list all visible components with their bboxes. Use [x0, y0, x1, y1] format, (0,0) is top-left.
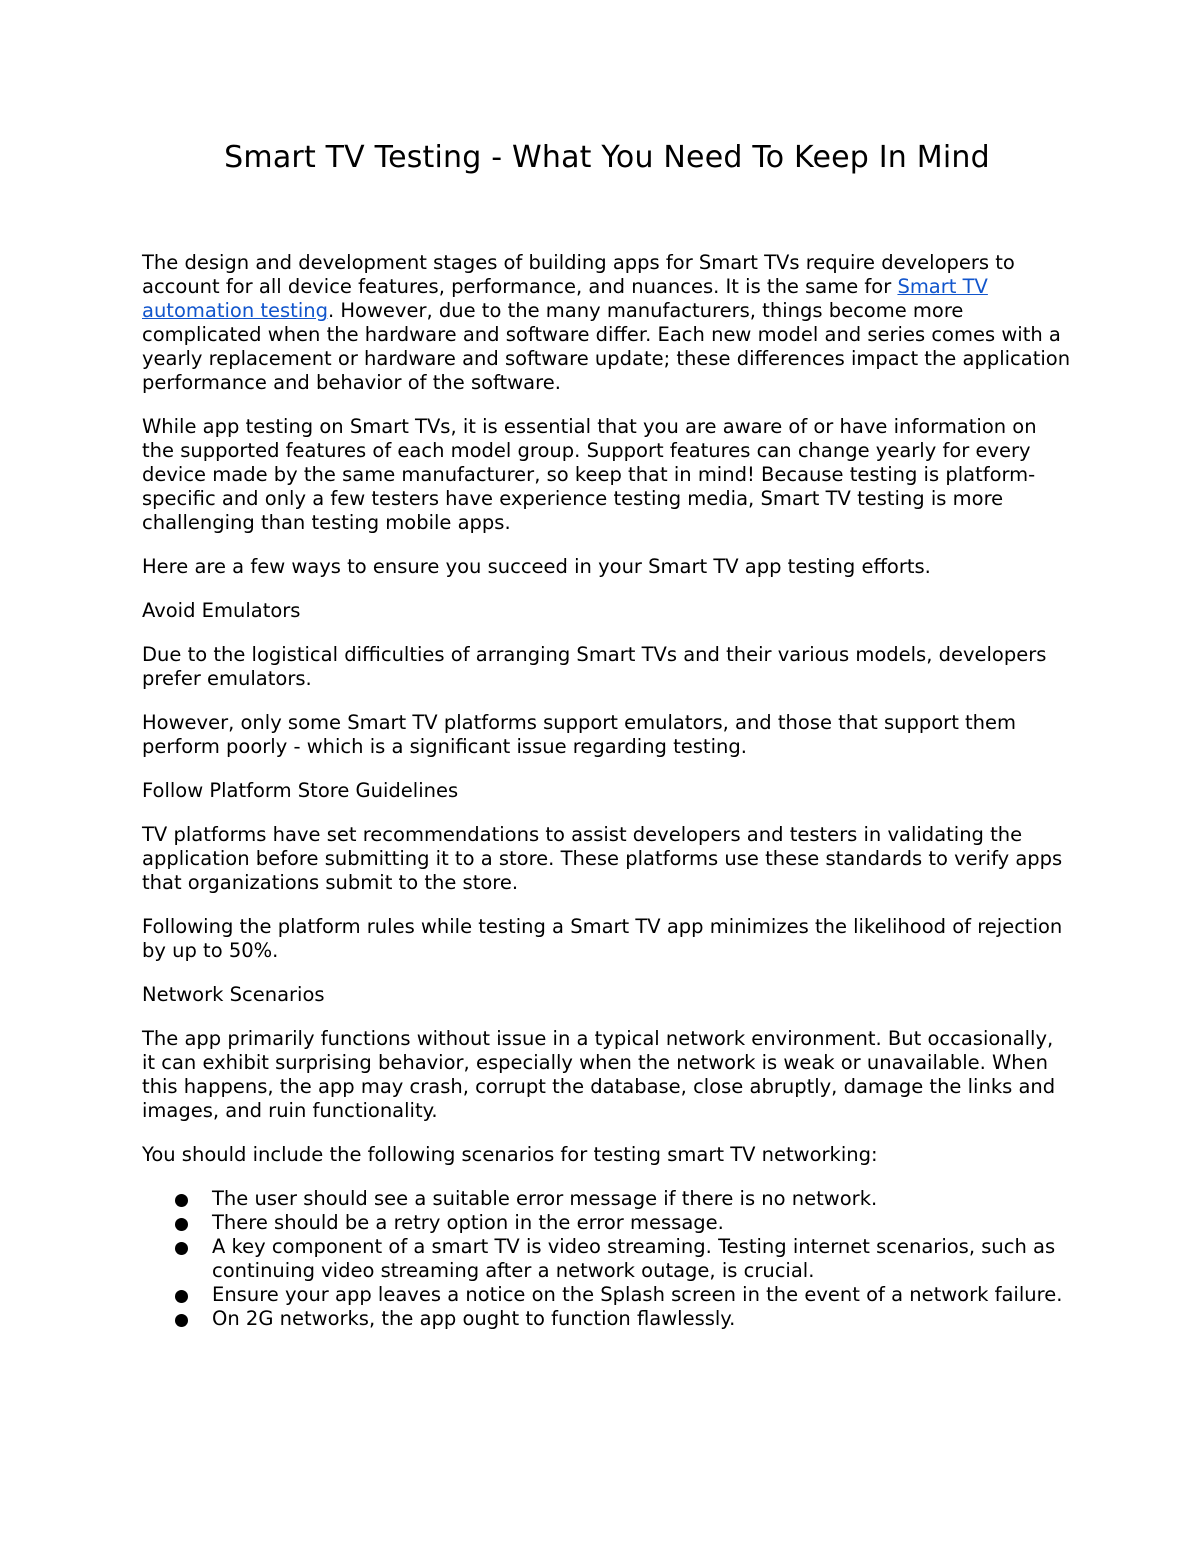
- smart-tv-automation-testing-link[interactable]: Smart TV automation testing: [142, 275, 988, 322]
- paragraph-app-testing: While app testing on Smart TVs, it is essential that you are aware of or have information on the supported features of each model group. Support features can change yearly for every device made by the same manufacturer, so keep that in mind! Because testing is platform-specific and only a few testers have experience testing media, Smart TV testing is more challenging than testing mobile apps.: [142, 415, 1037, 534]
- list-item-text: On 2G networks, the app ought to function flawlessly.: [212, 1307, 736, 1330]
- list-item-text: Ensure your app leaves a notice on the Splash screen in the event of a network failure.: [212, 1283, 1063, 1306]
- section-heading-network-scenarios: Network Scenarios: [142, 983, 325, 1006]
- section-paragraph: Due to the logistical difficulties of arranging Smart TVs and their various models, developers prefer emulators.: [142, 643, 1047, 690]
- intro-text-after-link: . However, due to the many manufacturers, things become more complicated when the hardware and software differ. Each new model and series comes with a yearly replacement or hardware and software update; these differences impact the application performance and behavior of the software.: [142, 299, 1071, 394]
- section-heading-platform-store-guidelines: Follow Platform Store Guidelines: [142, 779, 459, 802]
- network-scenarios-list: [142, 1187, 1072, 1331]
- list-item-text: A key component of a smart TV is video streaming. Testing internet scenarios, such as continuing video streaming after a network outage, is crucial.: [212, 1235, 1056, 1282]
- section-paragraph: However, only some Smart TV platforms support emulators, and those that support them perform poorly - which is a significant issue regarding testing.: [142, 711, 1017, 758]
- list-item: [212, 1211, 1072, 1235]
- bullet-icon: [175, 1242, 188, 1255]
- list-item: [212, 1283, 1072, 1307]
- bullet-icon: [175, 1314, 188, 1327]
- list-item: [212, 1235, 1072, 1283]
- bullet-icon: [175, 1290, 188, 1303]
- paragraph-ways-to-succeed: Here are a few ways to ensure you succeed in your Smart TV app testing efforts.: [142, 555, 931, 578]
- section-paragraph: The app primarily functions without issue in a typical network environment. But occasionally, it can exhibit surprising behavior, especially when the network is weak or unavailable. When this happens, the app may crash, corrupt the database, close abruptly, damage the links and images, and ruin functionality.: [142, 1027, 1056, 1122]
- intro-paragraph: [142, 251, 1072, 395]
- section-paragraph: TV platforms have set recommendations to assist developers and testers in validating the application before submitting it to a store. These platforms use these standards to verify apps that organizations submit to the store.: [142, 823, 1063, 894]
- list-item: [212, 1307, 1072, 1331]
- section-heading-avoid-emulators: Avoid Emulators: [142, 599, 301, 622]
- list-item-text: There should be a retry option in the error message.: [212, 1211, 724, 1234]
- section-paragraph: You should include the following scenarios for testing smart TV networking:: [142, 1143, 878, 1166]
- section-paragraph: Following the platform rules while testing a Smart TV app minimizes the likelihood of rejection by up to 50%.: [142, 915, 1063, 962]
- list-item-text: The user should see a suitable error message if there is no network.: [212, 1187, 878, 1210]
- intro-text-before-link: The design and development stages of building apps for Smart TVs require developers to account for all device features, performance, and nuances. It is the same for: [142, 251, 1015, 298]
- page-title: Smart TV Testing - What You Need To Keep In Mind: [224, 140, 990, 175]
- bullet-icon: [175, 1218, 188, 1231]
- bullet-icon: [175, 1194, 188, 1207]
- list-item: [212, 1187, 1072, 1211]
- document-page: [142, 140, 1072, 1331]
